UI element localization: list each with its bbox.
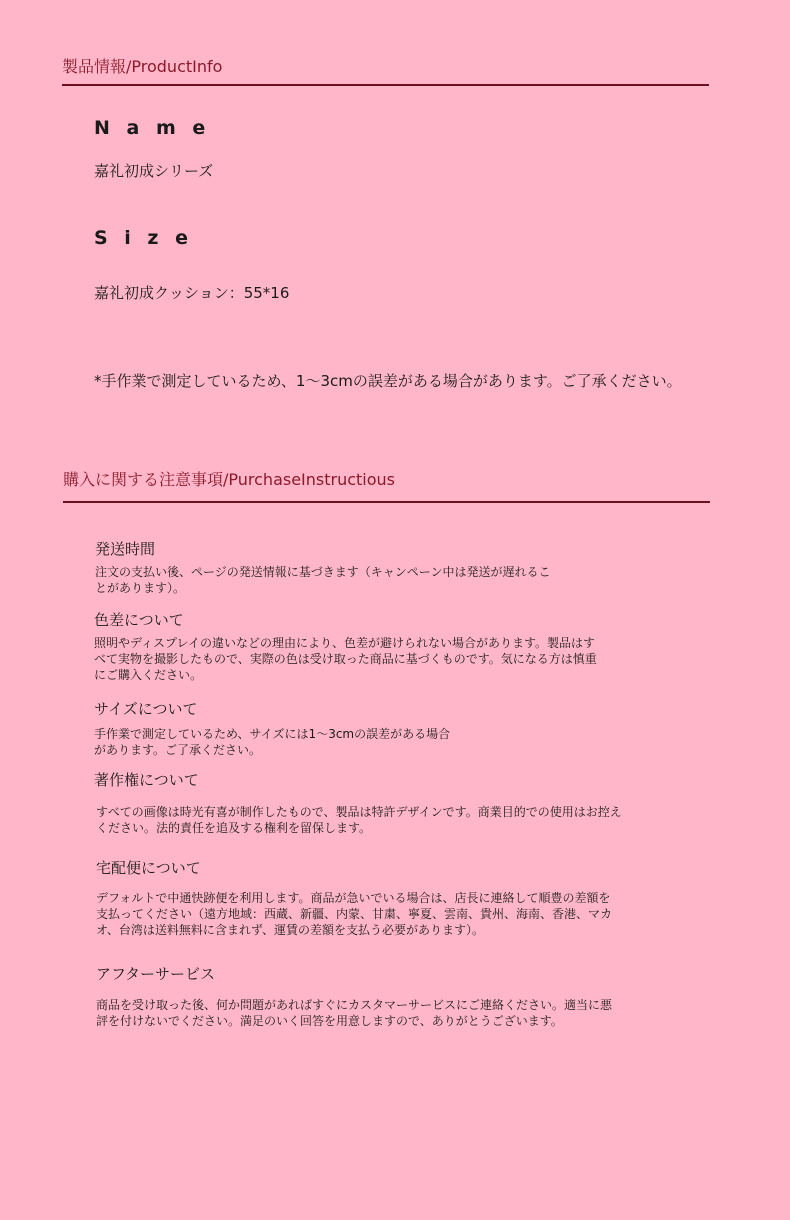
product-info-divider [62, 84, 709, 86]
after-sales-text [96, 997, 612, 1029]
measurement-note: *手作業で測定しているため、1〜3cmの誤差がある場合があります。ご了承ください。 [94, 372, 682, 390]
delivery-line: 支払ってください（遠方地域：西蔵、新疆、内蒙、甘粛、寧夏、雲南、貴州、海南、香港、マカ [96, 907, 613, 921]
color-difference-text [94, 635, 597, 683]
copyright-line: ください。法的責任を追及する権利を留保します。 [96, 821, 372, 835]
color-difference-heading: 色差について [94, 611, 184, 629]
delivery-line: オ、台湾は送料無料に含まれず、運賃の差額を支払う必要があります）。 [96, 923, 484, 937]
shipping-time-text [95, 564, 551, 596]
shipping-time-line: とがあります）。 [95, 581, 186, 595]
copyright-text [96, 804, 622, 836]
shipping-time-line: 注文の支払い後、ページの発送情報に基づきます（キャンペーン中は発送が遅れるこ [95, 565, 551, 579]
size-notice-line: 手作業で測定しているため、サイズには1〜3cmの誤差がある場合 [94, 727, 451, 741]
product-info-title: 製品情報/ProductInfo [62, 57, 223, 76]
after-sales-line: 評を付けないでください。満足のいく回答を用意しますので、ありがとうございます。 [96, 1014, 563, 1028]
purchase-instructions-divider [63, 501, 710, 503]
size-label: S i z e [94, 227, 193, 249]
after-sales-line: 商品を受け取った後、何か問題があればすぐにカスタマーサービスにご連絡ください。適当に悪 [96, 998, 613, 1012]
size-notice-line: があります。ご了承ください。 [94, 743, 262, 757]
purchase-instructions-title: 購入に関する注意事項/PurchaseInstructious [63, 470, 396, 489]
name-label: N a m e [94, 117, 211, 139]
delivery-line: デフォルトで中通快跡便を利用します。商品が急いでいる場合は、店長に連絡して順豊の差額を [96, 891, 611, 905]
copyright-line: すべての画像は時光有喜が制作したもので、製品は特許デザインです。商業目的での使用はお控え [96, 805, 622, 819]
shipping-time-heading: 発送時間 [95, 540, 156, 558]
color-difference-line: べて実物を撮影したもので、実際の色は受け取った商品に基づくものです。気になる方は慎重 [94, 652, 597, 666]
color-difference-line: にご購入ください。 [94, 668, 203, 682]
copyright-heading: 著作権について [94, 771, 199, 789]
delivery-heading: 宅配便について [96, 859, 201, 877]
after-sales-heading: アフターサービス [96, 965, 215, 983]
size-notice-heading: サイズについて [94, 700, 198, 718]
delivery-text [96, 890, 612, 938]
size-notice-text [94, 726, 450, 758]
name-value: 嘉礼初成シリーズ [94, 162, 214, 180]
color-difference-line: 照明やディスプレイの違いなどの理由により、色差が避けられない場合があります。製品はす [94, 636, 596, 650]
size-value: 嘉礼初成クッション：55*16 [94, 284, 290, 302]
